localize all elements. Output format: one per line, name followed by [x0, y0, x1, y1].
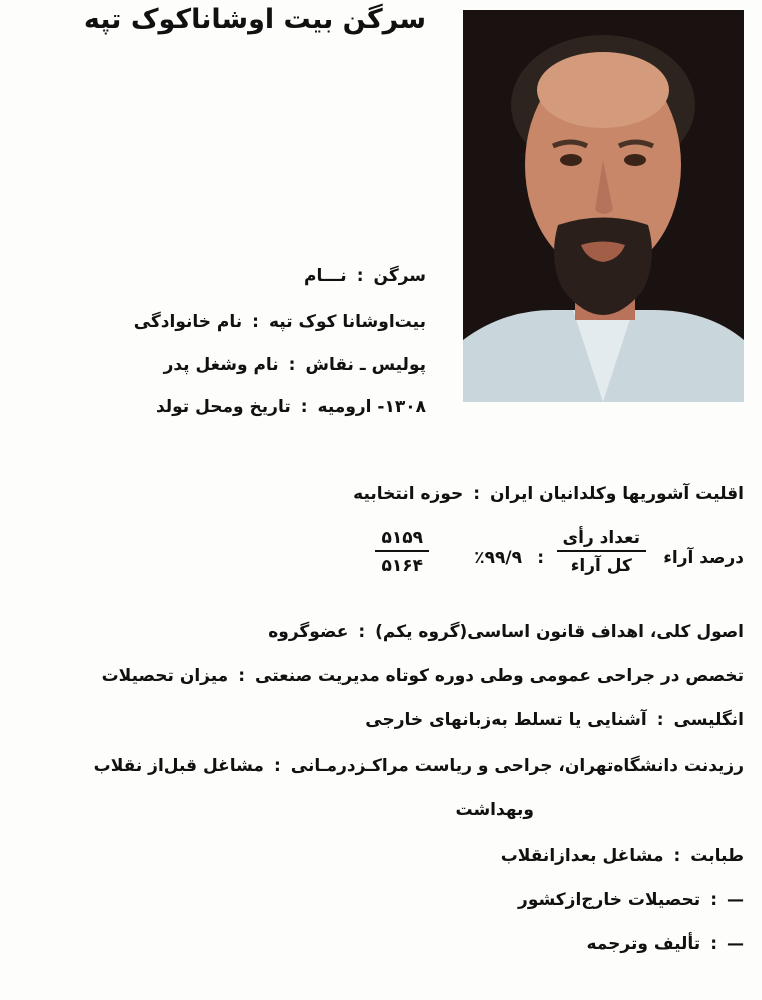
jobs-after-row — [501, 846, 744, 866]
birth-label: تاریخ ومحل تولد — [155, 397, 291, 417]
constituency-label: حوزه انتخابیه — [353, 484, 464, 504]
study-abroad-row — [518, 890, 744, 910]
name-value: سرگن — [373, 266, 426, 286]
colon: : — [710, 890, 717, 910]
study-abroad-label: تحصیلات خارج‌ازکشور — [518, 890, 701, 910]
jobs-before-row — [94, 756, 744, 776]
jobs-before-label: مشاغل قبل‌از نقلاب — [93, 756, 264, 776]
count-denominator: ۵۱۶۴ — [375, 550, 429, 576]
group-row — [268, 622, 744, 642]
count-numerator: ۵۱۵۹ — [381, 528, 423, 548]
colon: : — [288, 355, 296, 375]
colon: : — [710, 934, 717, 954]
constituency-value: اقلیت آشوریها وکلدانیان ایران — [490, 484, 744, 504]
father-value: پولیس ـ نقاش — [305, 355, 426, 375]
father-row — [164, 355, 426, 375]
authorship-value: — — [727, 934, 744, 954]
ratio-denominator: کل آراء — [557, 550, 646, 576]
colon: : — [300, 397, 308, 417]
jobs-before-value: رزیدنت دانشگاه‌تهران، جراحی و ریاست مراکـزدرمـانی — [290, 756, 744, 776]
ratio-numerator: تعداد رأی — [562, 528, 640, 548]
group-label: عضوگروه — [268, 622, 349, 642]
languages-label: آشنایی یا تسلط به‌زبانهای خارجی — [365, 710, 647, 730]
votes-percent: ٪۹۹/۹ — [474, 548, 522, 568]
page-title: سرگن بیت اوشاناکوک تپه — [83, 4, 426, 35]
colon: : — [238, 666, 246, 686]
birth-row — [156, 397, 426, 417]
portrait-photo — [463, 10, 744, 402]
colon: : — [358, 622, 366, 642]
jobs-after-label: مشاغل بعدازانقلاب — [500, 846, 664, 866]
name-label: نـــام — [304, 266, 347, 286]
surname-label: نام خانوادگی — [133, 312, 243, 332]
votes-row — [324, 520, 744, 604]
colon: : — [252, 312, 259, 332]
education-row — [102, 666, 744, 686]
authorship-label: تألیف وترجمه — [586, 934, 701, 954]
education-value: تخصص در جراحی عمومی وطی دوره کوتاه مدیریت صنعتی — [255, 666, 744, 686]
votes-label: درصد آراء — [663, 548, 744, 568]
votes-ratio-fraction — [557, 528, 646, 576]
colon: : — [273, 756, 281, 776]
jobs-after-value: طبابت — [690, 846, 744, 866]
colon: : — [656, 710, 664, 730]
study-abroad-value: — — [727, 890, 744, 910]
votes-colon: : — [537, 548, 544, 568]
colon: : — [356, 266, 364, 286]
languages-row — [365, 710, 744, 730]
surname-row — [134, 312, 426, 332]
surname-value: بیت‌اوشانا کوک تپه — [268, 312, 426, 332]
authorship-row — [586, 934, 744, 954]
colon: : — [673, 846, 681, 866]
colon: : — [473, 484, 481, 504]
father-label: نام وشغل پدر — [163, 355, 279, 375]
jobs-before-value-continued: وبهداشت — [455, 800, 534, 820]
group-value: اصول کلی، اهداف قانون اساسی(گروه یکم) — [375, 622, 744, 642]
name-row — [304, 266, 426, 286]
languages-value: انگلیسی — [673, 710, 744, 730]
votes-count-fraction — [375, 528, 429, 576]
birth-value: ۱۳۰۸- ارومیه — [317, 397, 426, 417]
constituency-row — [353, 484, 744, 504]
education-label: میزان تحصیلات — [101, 666, 229, 686]
